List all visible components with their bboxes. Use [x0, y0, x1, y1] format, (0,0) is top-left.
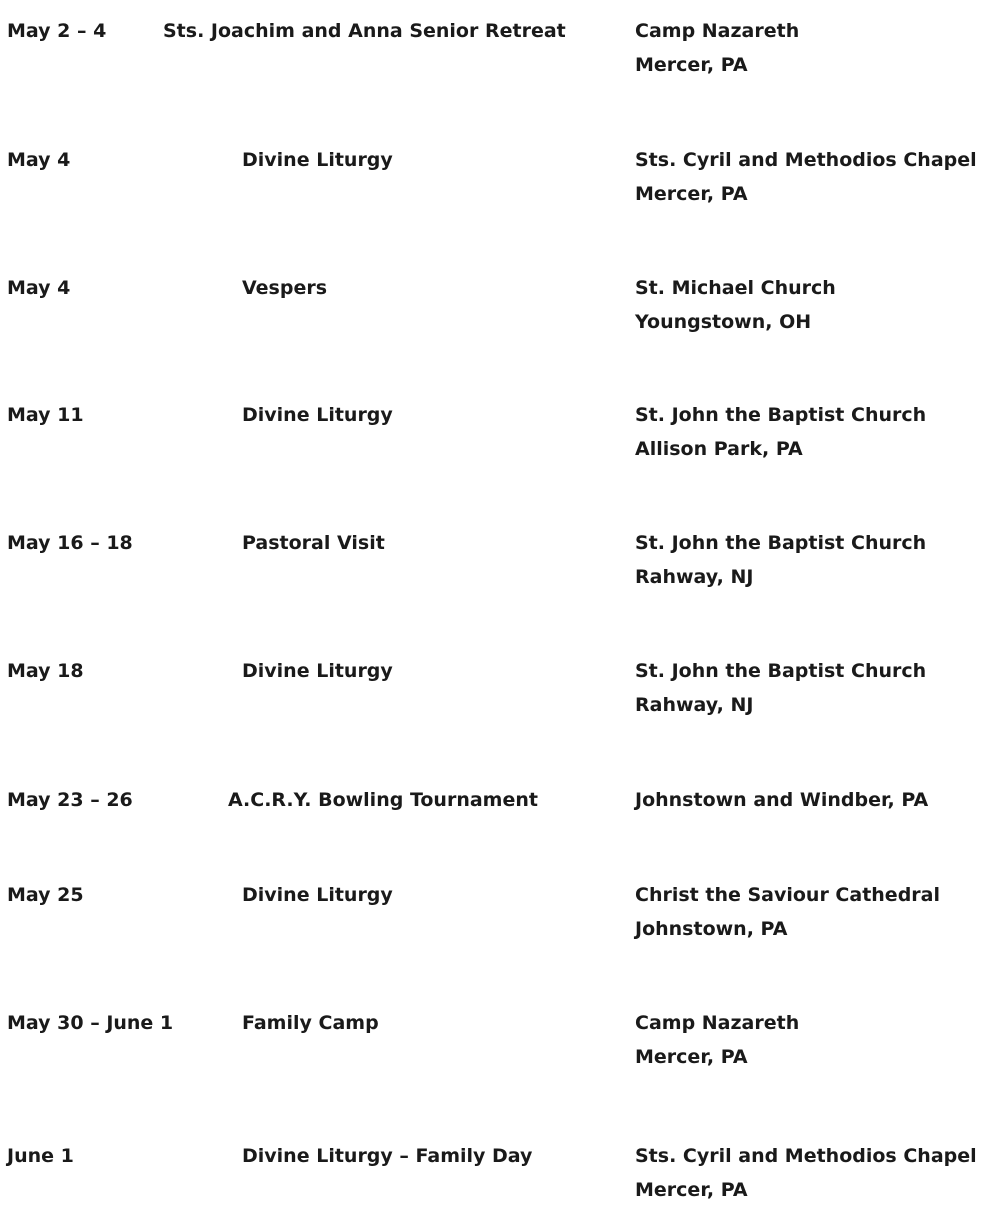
event-venue	[635, 1006, 799, 1074]
venue-name: St. John the Baptist Church	[635, 404, 927, 426]
event-date: May 11	[7, 404, 84, 426]
event-title: Family Camp	[242, 1012, 379, 1034]
event-date: June 1	[7, 1145, 74, 1167]
event-venue	[635, 1139, 977, 1207]
event-venue	[635, 143, 977, 211]
event-date: May 30 – June 1	[7, 1012, 174, 1034]
event-title: Divine Liturgy	[242, 884, 393, 906]
venue-name: Sts. Cyril and Methodios Chapel	[635, 1145, 977, 1167]
event-title: Sts. Joachim and Anna Senior Retreat	[163, 20, 566, 42]
venue-city: Allison Park, PA	[635, 438, 803, 460]
venue-name: Christ the Saviour Cathedral	[635, 884, 941, 906]
event-title: Divine Liturgy	[242, 404, 393, 426]
event-date: May 25	[7, 884, 84, 906]
schedule-row	[0, 783, 995, 863]
venue-name: St. John the Baptist Church	[635, 532, 927, 554]
event-date: May 2 – 4	[7, 20, 107, 42]
venue-city: Johnstown, PA	[635, 918, 788, 940]
event-title: Vespers	[242, 277, 328, 299]
venue-city: Mercer, PA	[635, 1179, 748, 1201]
schedule-row	[0, 526, 995, 606]
schedule-row	[0, 143, 995, 223]
venue-city: Youngstown, OH	[635, 311, 812, 333]
venue-name: Camp Nazareth	[635, 1012, 800, 1034]
event-title: Divine Liturgy	[242, 660, 393, 682]
event-venue	[635, 783, 928, 817]
event-date: May 4	[7, 277, 71, 299]
venue-name: St. John the Baptist Church	[635, 660, 927, 682]
venue-name: Camp Nazareth	[635, 20, 800, 42]
event-title: Pastoral Visit	[242, 532, 385, 554]
venue-name: Sts. Cyril and Methodios Chapel	[635, 149, 977, 171]
schedule-row	[0, 654, 995, 734]
event-venue	[635, 271, 836, 339]
venue-city: Mercer, PA	[635, 183, 748, 205]
schedule-row	[0, 1139, 995, 1219]
event-venue	[635, 14, 799, 82]
event-venue	[635, 878, 940, 946]
venue-city: Rahway, NJ	[635, 566, 754, 588]
event-date: May 16 – 18	[7, 532, 133, 554]
event-date: May 18	[7, 660, 84, 682]
schedule-row	[0, 878, 995, 958]
event-date: May 4	[7, 149, 71, 171]
schedule-row	[0, 398, 995, 478]
schedule-row	[0, 271, 995, 351]
venue-name: St. Michael Church	[635, 277, 836, 299]
venue-city: Rahway, NJ	[635, 694, 754, 716]
venue-city: Mercer, PA	[635, 1046, 748, 1068]
event-date: May 23 – 26	[7, 789, 133, 811]
event-title: Divine Liturgy	[242, 149, 393, 171]
schedule-row	[0, 1006, 995, 1086]
event-venue	[635, 526, 926, 594]
event-venue	[635, 398, 926, 466]
event-venue	[635, 654, 926, 722]
event-title: A.C.R.Y. Bowling Tournament	[228, 789, 538, 811]
schedule-row	[0, 14, 995, 94]
venue-city: Mercer, PA	[635, 54, 748, 76]
venue-name: Johnstown and Windber, PA	[635, 789, 929, 811]
event-title: Divine Liturgy – Family Day	[242, 1145, 533, 1167]
